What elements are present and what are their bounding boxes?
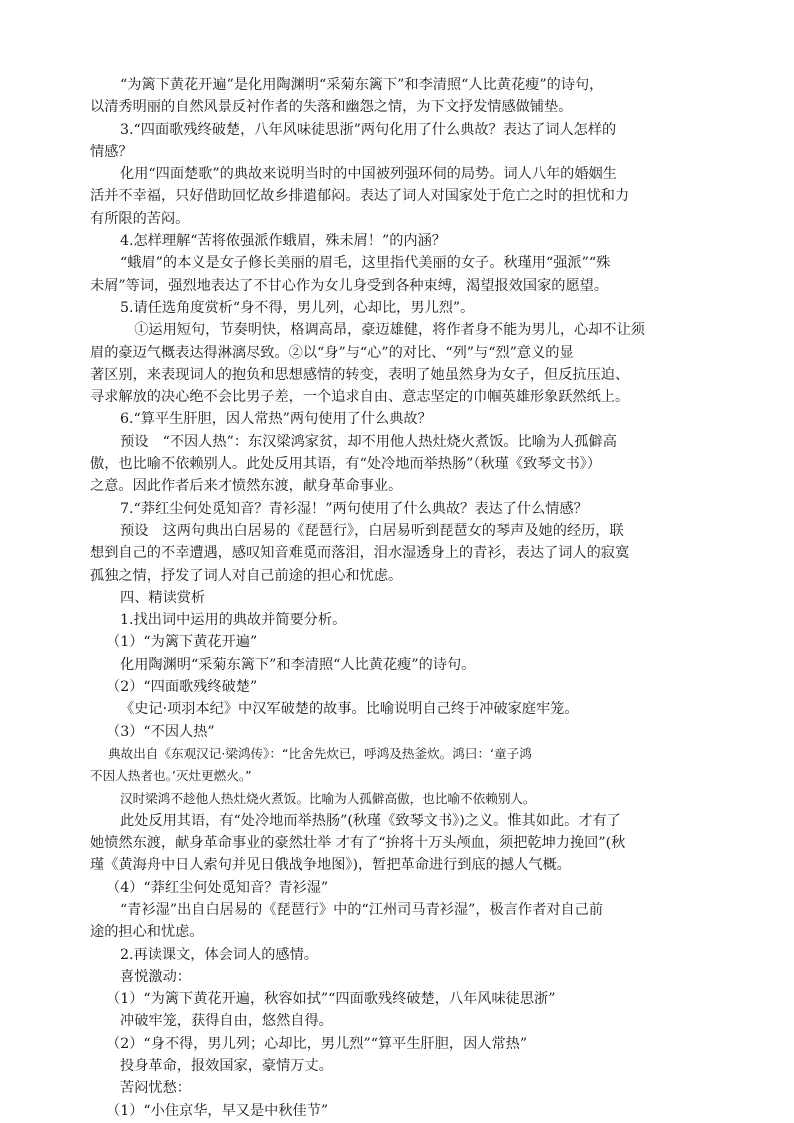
text-line: 情感？ bbox=[90, 143, 133, 160]
text-line: 此处反用其语，有“处冷地而举热肠”(秋瑾《致琴文书》)之义。惟其如此。才有了 bbox=[120, 812, 621, 829]
text-line: 预设 “不因人热”：东汉梁鸿家贫，却不用他人热灶烧火煮饭。比喻为人孤僻高 bbox=[120, 433, 617, 450]
text-line: 想到自己的不幸遭遇，感叹知音难觅而落泪，泪水湿透身上的青衫，表达了词人的寂寞 bbox=[90, 545, 630, 562]
text-line: 3.“四面歌残终破楚，八年风味徒思浙”两句化用了什么典故？表达了词人怎样的 bbox=[120, 121, 617, 138]
text-line: “蛾眉”的本义是女子修长美丽的眉毛，这里指代美丽的女子。秋瑾用“强派”“殊 bbox=[120, 255, 611, 272]
text-line: 冲破牢笼，获得自由，悠然自得。 bbox=[120, 1013, 333, 1030]
text-line: 寻求解放的决心绝不会比男子差，一个追求自由、意志坚定的巾帼英雄形象跃然纸上。 bbox=[90, 389, 630, 406]
text-line: （2）“身不得，男儿列；心却比，男儿烈”“算平生肝胆，因人常热” bbox=[106, 1035, 528, 1052]
text-line: 活并不幸福，只好借助回忆故乡排遣郁闷。表达了词人对国家处于危亡之时的担忧和力 bbox=[90, 188, 630, 205]
text-line: 未屑”等词，强烈地表达了不甘心作为女儿身受到各种束缚，渴望报效国家的愿望。 bbox=[90, 277, 609, 294]
text-line: 著区别，来表现词人的抱负和思想感情的转变，表明了她虽然身为女子，但反抗压迫、 bbox=[90, 366, 630, 383]
text-line: 喜悦激动： bbox=[120, 968, 191, 985]
text-line: 6.“算平生肝胆，因人常热”两句使用了什么典故？ bbox=[120, 411, 432, 428]
text-line: （3）“不因人热” bbox=[106, 723, 215, 740]
text-line: ①运用短句，节奏明快，格调高昂，豪迈雄健，将作者身不能为男儿，心却不让须 bbox=[120, 322, 645, 339]
text-line: 汉时梁鸿不趁他人热灶烧火煮饭。比喻为人孤僻高傲，也比喻不依赖别人。 bbox=[120, 790, 536, 806]
text-line: 傲，也比喻不依赖别人。此处反用其语，有“处冷地而举热肠”（秋瑾《致琴文书》） bbox=[90, 456, 602, 473]
text-line: 她愤然东渡，献身革命事业的豪然壮举 才有了“拚将十万头颅血，须把乾坤力挽回”(秋 bbox=[90, 835, 626, 852]
text-line: 化用“四面楚歌”的典故来说明当时的中国被列强环伺的局势。词人八年的婚姻生 bbox=[120, 166, 617, 183]
text-line: 不因人热者也。’灭灶更燃火。” bbox=[90, 768, 252, 784]
text-line: 7.“莽红尘何处觅知音？青衫湿！”两句使用了什么典故？表达了什么情感？ bbox=[120, 500, 588, 517]
text-line: 《史记·项羽本纪》中汉军破楚的故事。比喻说明自己终于冲破家庭牢笼。 bbox=[120, 701, 579, 718]
text-line: （1）“为篱下黄花开遍” bbox=[106, 634, 258, 651]
text-line: 之意。因此作者后来才愤然东渡，献身革命事业。 bbox=[90, 478, 403, 495]
text-line: 预设 这两句典出白居易的《琵琶行》，白居易听到琵琶女的琴声及她的经历，联 bbox=[120, 522, 624, 539]
text-line: 孤独之情，抒发了词人对自己前途的担心和忧虑。 bbox=[90, 567, 403, 584]
text-line: 5.请任选角度赏析“身不得，男儿列，心却比，男儿烈”。 bbox=[120, 299, 475, 316]
text-line: 苦闷忧愁： bbox=[120, 1080, 191, 1097]
text-line: “青衫湿”出自白居易的《琵琶行》中的“江州司马青衫湿”，极言作者对自己前 bbox=[120, 901, 604, 918]
text-line: 投身革命，报效国家，豪情万丈。 bbox=[120, 1058, 333, 1075]
text-line: （1）“小住京华，早又是中秋佳节” bbox=[106, 1102, 329, 1119]
text-line: （2）“四面歌残终破楚” bbox=[106, 679, 258, 696]
text-line: “为篱下黄花开遍”是化用陶渊明“采菊东篱下”和李清照“人比黄花瘦”的诗句， bbox=[120, 77, 604, 93]
text-line: 化用陶渊明“采菊东篱下”和李清照“人比黄花瘦”的诗句。 bbox=[120, 656, 476, 673]
text-line: 四、精读赏析 bbox=[120, 589, 206, 606]
text-line: 途的担心和忧虑。 bbox=[90, 924, 204, 941]
text-line: 有所限的苦闷。 bbox=[90, 210, 190, 227]
text-line: 眉的豪迈气概表达得淋漓尽致。②以“身”与“心”的对比、“列”与“烈”意义的显 bbox=[90, 344, 574, 361]
text-line: 2.再读课文，体会词人的感情。 bbox=[120, 946, 318, 963]
text-line: 典故出自《东观汉记·梁鸿传》：“比舍先炊已，呼鸿及热釜炊。鸿曰：‘童子鸿 bbox=[108, 745, 532, 761]
text-line: 以清秀明丽的自然风景反衬作者的失落和幽怨之情，为下文抒发情感做铺垫。 bbox=[90, 99, 573, 116]
text-line: 4.怎样理解“苦将侬强派作蛾眉，殊未屑！”的内涵？ bbox=[120, 233, 446, 250]
text-line: 瑾《黄海舟中日人索句并见日俄战争地图》)，暂把革命进行到底的撼人气概。 bbox=[90, 857, 571, 874]
text-line: （4）“莽红尘何处觅知音？青衫湿” bbox=[106, 879, 329, 896]
text-line: （1）“为篱下黄花开遍，秋容如拭”“四面歌残终破楚，八年风味徒思浙” bbox=[106, 991, 556, 1008]
text-line: 1.找出词中运用的典故并简要分析。 bbox=[120, 612, 347, 629]
document-body bbox=[90, 74, 708, 1122]
